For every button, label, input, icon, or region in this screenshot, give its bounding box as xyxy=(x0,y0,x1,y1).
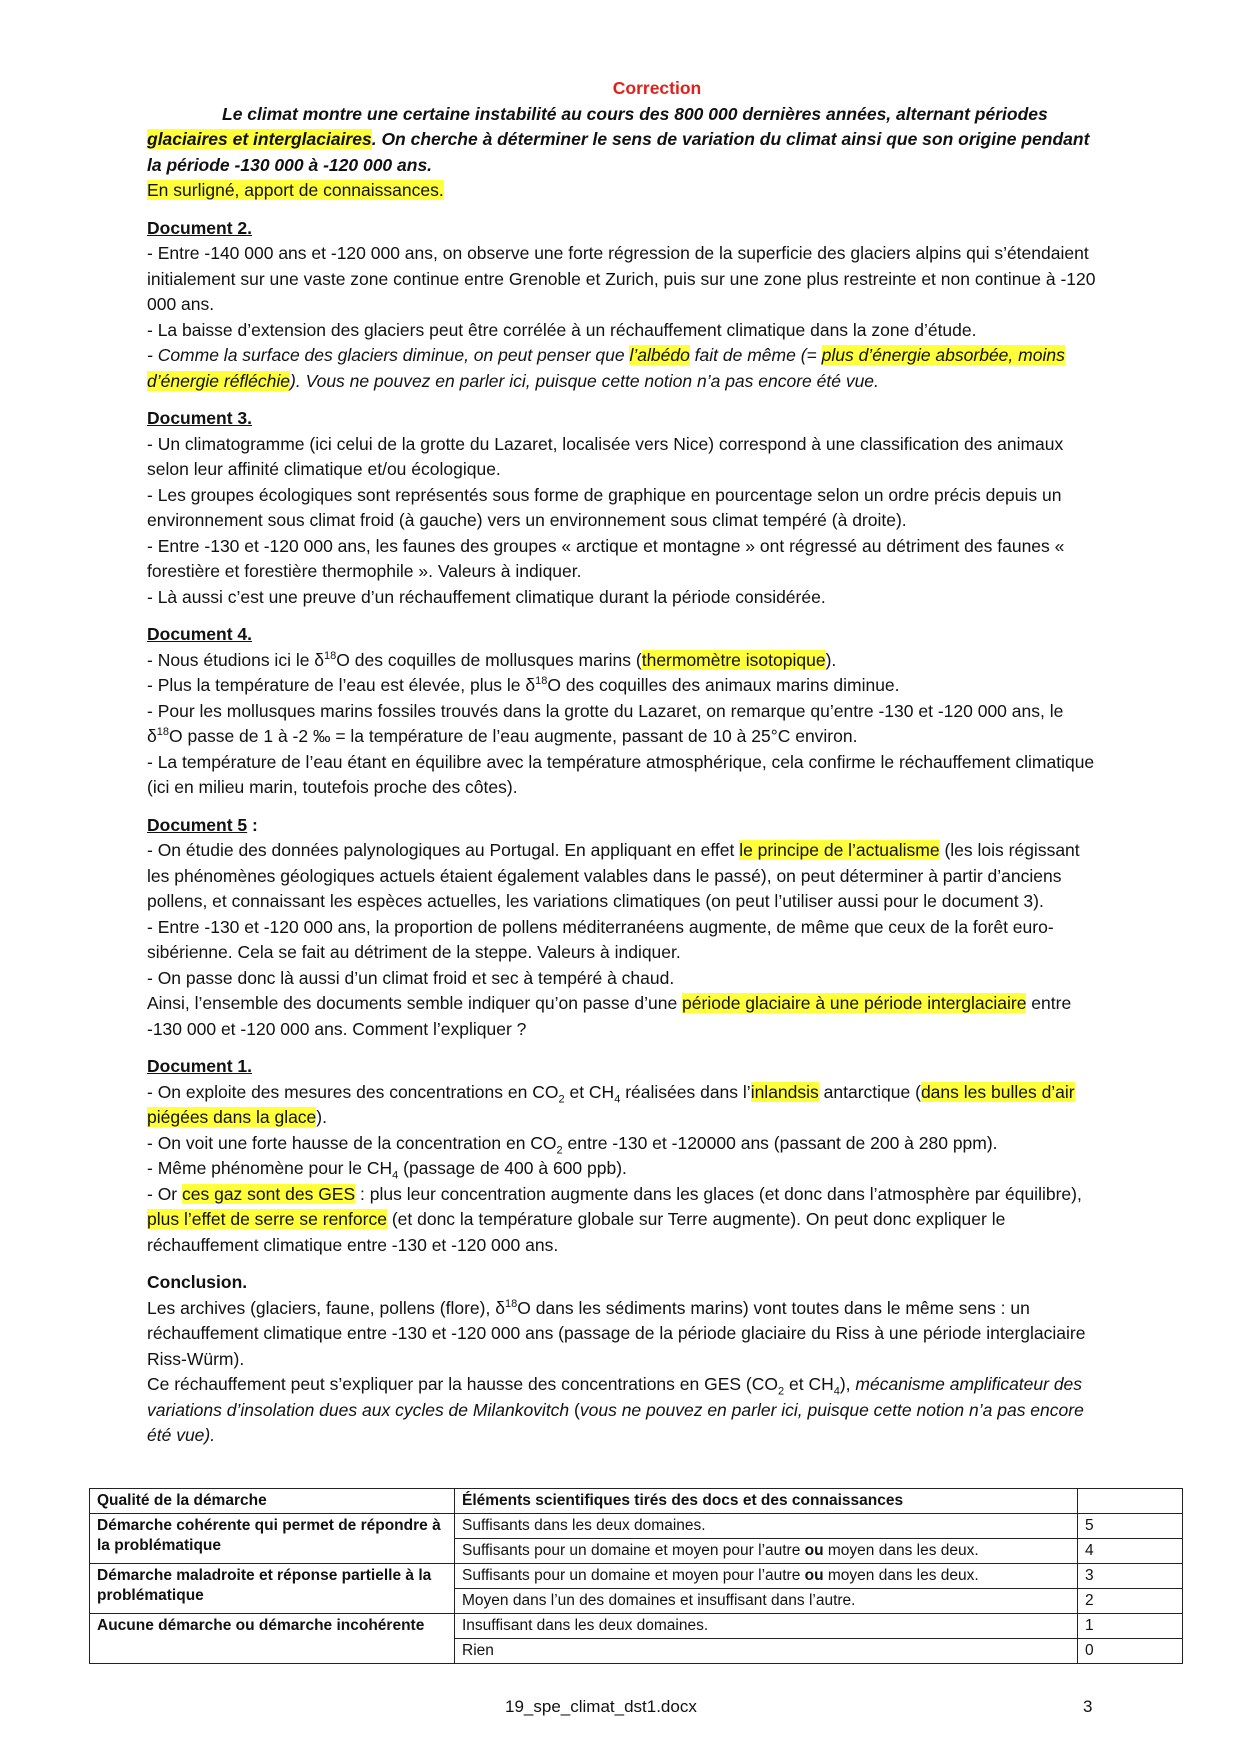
section-conclusion xyxy=(147,1270,1097,1449)
doc3-line-2: - Les groupes écologiques sont représentés sous forme de graphique en pourcentage selon un ordre précis depuis un environnement sous climat froid (à gauche) vers un environnement sous climat tempéré (à droite). xyxy=(147,484,1062,530)
doc1-title: Document 1. xyxy=(147,1056,253,1076)
doc2-line-3: - Comme la surface des glaciers diminue, on peut penser que l’albédo fait de même (= plus d’énergie absorbée, moins d’énergie réfléchie). Vous ne pouvez en parler ici, puisque cette notion n’a pas encore été vue. xyxy=(147,345,1065,391)
doc3-line-4: - Là aussi c’est une preuve d’un réchauffement climatique durant la période considérée. xyxy=(147,586,826,607)
section-document-2 xyxy=(147,216,1097,395)
doc4-line-2: - Plus la température de l’eau est élevée, plus le $\delta^{18}O$ des coquilles des animaux marins diminue. xyxy=(147,675,900,695)
intro-paragraph xyxy=(147,102,1097,179)
doc5-line-2: - Entre -130 et -120 000 ans, la proportion de pollens méditerranéens augmente, de même que ceux de la forêt euro-sibérienne. Cela se fait au détriment de la steppe. Valeurs à indiquer. xyxy=(147,916,1054,962)
footer-filename: 19_spe_climat_dst1.docx xyxy=(505,1697,697,1716)
score-cell: 5 xyxy=(1078,1514,1183,1539)
doc2-title: Document 2. xyxy=(147,217,253,238)
table-header-row xyxy=(90,1489,1183,1514)
quality-none: Aucune démarche ou démarche incohérente xyxy=(90,1614,455,1664)
doc3-line-3: - Entre -130 et -120 000 ans, les faunes des groupes « arctique et montagne » ont régressé au détriment des faunes « forestière et forestière thermophile ». Valeurs à indiquer. xyxy=(147,535,1065,581)
criteria-cell: Suffisants pour un domaine et moyen pour l’autre ou moyen dans les deux. xyxy=(455,1539,1078,1564)
section-document-5 xyxy=(147,813,1097,1043)
criteria-cell: Suffisants pour un domaine et moyen pour l’autre ou moyen dans les deux. xyxy=(455,1564,1078,1589)
doc2-line-2: - La baisse d’extension des glaciers peut être corrélée à un réchauffement climatique dans la zone d’étude. xyxy=(147,319,977,340)
table-row xyxy=(90,1564,1183,1589)
conclusion-line-1: Les archives (glaciers, faune, pollens (flore), $\delta^{18}O$ dans les sédiments marins) vont toutes dans le même sens : un réchauffement climatique entre -130 et -120 000 ans (passage de la période glaciaire du Riss à une période interglaciaire Riss-Würm). xyxy=(147,1297,1086,1369)
intro-text: Le climat montre une certaine instabilité au cours des 800 000 dernières années, alternant périodes xyxy=(222,103,1048,124)
doc4-line-4: - La température de l’eau étant en équilibre avec la température atmosphérique, cela confirme le réchauffement climatique (ici en milieu marin, toutefois proche des côtes). xyxy=(147,751,1095,797)
doc1-line-3: - Même phénomène pour le $CH_4$ (passage de 400 à 600 ppb). xyxy=(147,1158,627,1182)
doc5-line-4: Ainsi, l’ensemble des documents semble indiquer qu’on passe d’une période glaciaire à une période interglaciaire entre -130 000 et -120 000 ans. Comment l’expliquer ? xyxy=(147,993,1072,1039)
page-number: 3 xyxy=(1083,1697,1093,1716)
criteria-cell: Rien xyxy=(455,1639,1078,1664)
conclusion-line-2: Ce réchauffement peut s’expliquer par la hausse des concentrations en GES ($CO_2$ et $CH_4$), mécanisme amplificateur des variations d’insolation dues aux cycles de Milankovitch (vous ne pouvez en parler ici, puisque cette notion n’a pas encore été vue). xyxy=(147,1374,1084,1445)
doc5-title: Document 5 xyxy=(147,814,248,835)
doc1-line-4: - Or ces gaz sont des GES : plus leur concentration augmente dans les glaces (et donc dans l’atmosphère par équilibre), plus l’effet de serre se renforce (et donc la température globale sur Terre augmente). On peut donc expliquer le réchauffement climatique entre -130 et -120 000 ans. xyxy=(147,1183,1082,1255)
doc3-line-1: - Un climatogramme (ici celui de la grotte du Lazaret, localisée vers Nice) correspond à une classification des animaux selon leur affinité climatique et/ou écologique. xyxy=(147,433,1064,479)
table-row xyxy=(90,1514,1183,1539)
doc5-title-row: Document 5 : xyxy=(147,814,258,835)
doc4-line-1: - Nous étudions ici le $\delta^{18}O$ des coquilles de mollusques marins (thermomètre isotopique). xyxy=(147,649,837,670)
intro-highlight: glaciaires et interglaciaires xyxy=(147,129,372,149)
conclusion-title: Conclusion. xyxy=(147,1272,248,1292)
section-document-3 xyxy=(147,406,1097,610)
highlight-note: En surligné, apport de connaissances. xyxy=(147,180,444,200)
doc4-title: Document 4. xyxy=(147,624,253,644)
score-cell: 0 xyxy=(1078,1639,1183,1664)
table-row xyxy=(90,1614,1183,1639)
score-cell: 2 xyxy=(1078,1589,1183,1614)
header-elements: Éléments scientifiques tirés des docs et des connaissances xyxy=(455,1489,1078,1514)
score-cell: 1 xyxy=(1078,1614,1183,1639)
doc1-line-1: - On exploite des mesures des concentrations en $CO_2$ et $CH_4$ réalisées dans l’inlandsis antarctique (dans les bulles d’air piégées dans la glace). xyxy=(147,1081,1075,1127)
quality-coherent: Démarche cohérente qui permet de répondre à la problématique xyxy=(90,1514,455,1564)
header-quality: Qualité de la démarche xyxy=(90,1489,455,1514)
criteria-cell: Suffisants dans les deux domaines. xyxy=(455,1514,1078,1539)
document-body xyxy=(147,76,1097,1449)
page-title: Correction xyxy=(612,78,702,98)
criteria-cell: Moyen dans l’un des domaines et insuffisant dans l’autre. xyxy=(455,1589,1078,1614)
doc4-line-3: - Pour les mollusques marins fossiles trouvés dans la grotte du Lazaret, on remarque qu’entre -130 et -120 000 ans, le $\delta^{18}O$ passe de 1 à -2 ‰ = la température de l’eau augmente, passant de 10 à 25°C environ. xyxy=(147,700,1064,746)
section-document-1 xyxy=(147,1054,1097,1258)
header-score xyxy=(1078,1489,1183,1514)
doc5-line-3: - On passe donc là aussi d’un climat froid et sec à tempéré à chaud. xyxy=(147,967,675,988)
section-document-4 xyxy=(147,622,1097,801)
intro-text-end: . On cherche à déterminer le sens de variation du climat ainsi que son origine pendant la période -130 000 à -120 000 ans. xyxy=(147,129,1090,175)
doc5-line-1: - On étudie des données palynologiques au Portugal. En appliquant en effet le principe de l’actualisme (les lois régissant les phénomènes géologiques actuels étaient également valables dans le passé), on peut déterminer à partir d’anciens pollens, et connaissant les espèces actuelles, les variations climatiques (on peut l’utiliser aussi pour le document 3). xyxy=(147,840,1080,911)
criteria-cell: Insuffisant dans les deux domaines. xyxy=(455,1614,1078,1639)
score-cell: 3 xyxy=(1078,1564,1183,1589)
quality-partial: Démarche maladroite et réponse partielle à la problématique xyxy=(90,1564,455,1614)
doc3-title: Document 3. xyxy=(147,408,253,428)
doc1-line-2: - On voit une forte hausse de la concentration en $CO_2$ entre -130 et -120000 ans (passant de 200 à 280 ppm). xyxy=(147,1132,998,1156)
grading-table xyxy=(89,1488,1183,1664)
doc2-line-1: - Entre -140 000 ans et -120 000 ans, on observe une forte régression de la superficie des glaciers alpins qui s’étendaient initialement sur une vaste zone continue entre Grenoble et Zurich, puis sur une zone plus restreinte et non continue à -120 000 ans. xyxy=(147,243,1096,314)
score-cell: 4 xyxy=(1078,1539,1183,1564)
